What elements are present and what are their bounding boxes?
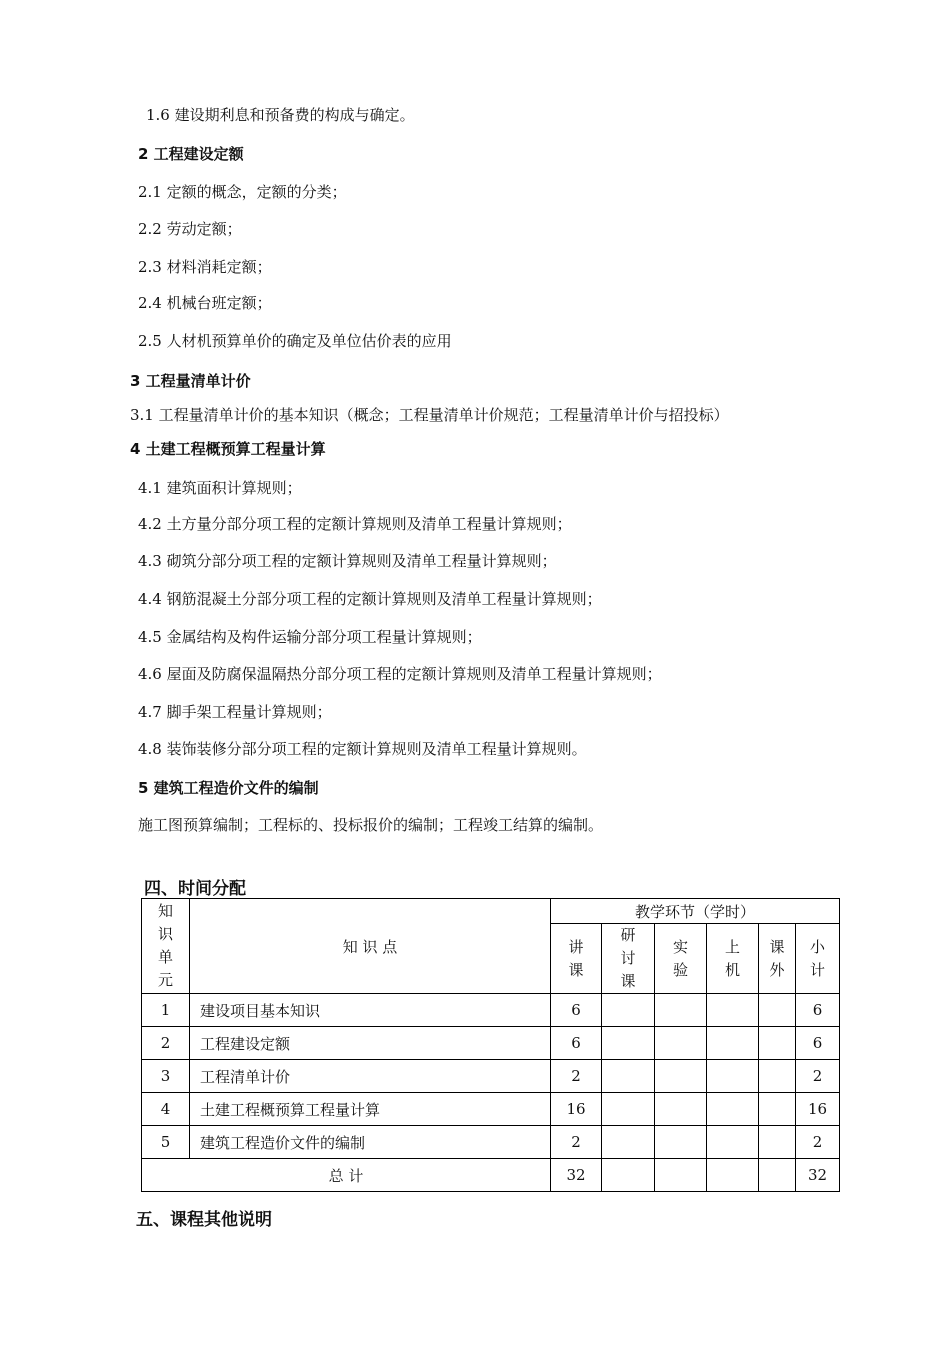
- table-row: [142, 1093, 840, 1126]
- total-row: [142, 1159, 840, 1192]
- outline-item: 4.6 屋面及防腐保温隔热分部分项工程的定额计算规则及清单工程量计算规则；: [138, 665, 662, 683]
- outline-heading: 5 建筑工程造价文件的编制: [138, 779, 319, 797]
- outline-item: 1.6 建设期利息和预备费的构成与确定。: [146, 106, 415, 124]
- hours-cell: [759, 1027, 796, 1060]
- hours-cell: 2: [551, 1126, 602, 1159]
- table-row: [142, 1027, 840, 1060]
- outline-item: 4.8 装饰装修分部分项工程的定额计算规则及清单工程量计算规则。: [138, 740, 587, 758]
- hours-cell: [759, 1093, 796, 1126]
- hours-cell: [707, 1060, 759, 1093]
- subheader-cell: [796, 924, 840, 994]
- outline-heading: 4 土建工程概预算工程量计算: [130, 440, 326, 458]
- topic-cell: 建筑工程造价文件的编制: [190, 1126, 551, 1159]
- header-unit-char: 识: [157, 925, 173, 943]
- total-hours-cell: [602, 1159, 655, 1192]
- subheader-cell: [759, 924, 796, 994]
- total-hours-cell: 32: [551, 1159, 602, 1192]
- subheader-char: 课: [769, 937, 785, 956]
- subheader-char: 实: [672, 937, 688, 956]
- header-unit-char: 元: [157, 971, 173, 989]
- outline-item: 4.2 土方量分部分项工程的定额计算规则及清单工程量计算规则；: [138, 515, 572, 533]
- subheader-char: 讲: [568, 937, 584, 956]
- hours-cell: [707, 1126, 759, 1159]
- unit-number-cell: 1: [142, 994, 190, 1027]
- outline-item: 2.5 人材机预算单价的确定及单位估价表的应用: [138, 332, 452, 350]
- subheader-cell: [655, 924, 707, 994]
- hours-cell: [707, 1027, 759, 1060]
- hours-cell: [602, 1060, 655, 1093]
- hours-cell: 16: [551, 1093, 602, 1126]
- total-hours-cell: [759, 1159, 796, 1192]
- hours-cell: [655, 1027, 707, 1060]
- hours-cell: 6: [796, 994, 840, 1027]
- hours-cell: [759, 1060, 796, 1093]
- unit-number-cell: 4: [142, 1093, 190, 1126]
- outline-item: 4.3 砌筑分部分项工程的定额计算规则及清单工程量计算规则；: [138, 552, 557, 570]
- hours-cell: [707, 994, 759, 1027]
- outline-item: 3.1 工程量清单计价的基本知识（概念；工程量清单计价规范；工程量清单计价与招投标）: [130, 406, 729, 424]
- outline-item: 2.4 机械台班定额；: [138, 294, 272, 312]
- outline-item: 施工图预算编制；工程标的、投标报价的编制；工程竣工结算的编制。: [138, 816, 604, 834]
- outline-item: 4.1 建筑面积计算规则；: [138, 479, 302, 497]
- hours-cell: [602, 1093, 655, 1126]
- total-label-cell: 总 计: [142, 1159, 551, 1192]
- hours-cell: [655, 1060, 707, 1093]
- subheader-char: 机: [724, 960, 740, 979]
- total-hours-cell: [707, 1159, 759, 1192]
- time-allocation-table: [141, 898, 840, 1192]
- subheader-char: 小: [810, 937, 826, 956]
- outline-item: 2.3 材料消耗定额；: [138, 258, 272, 276]
- unit-number-cell: 3: [142, 1060, 190, 1093]
- topic-cell: 土建工程概预算工程量计算: [190, 1093, 551, 1126]
- hours-cell: [759, 1126, 796, 1159]
- hours-cell: 6: [551, 1027, 602, 1060]
- subheader-char: 研: [620, 926, 636, 944]
- header-knowledge-unit: [142, 899, 190, 994]
- hours-cell: [759, 994, 796, 1027]
- header-teaching-segments: 教学环节（学时）: [551, 899, 840, 924]
- topic-cell: 工程清单计价: [190, 1060, 551, 1093]
- subheader-cell: [602, 924, 655, 994]
- total-hours-cell: 32: [796, 1159, 840, 1192]
- subheader-cell: [707, 924, 759, 994]
- subheader-char: 外: [769, 960, 785, 979]
- hours-cell: 6: [551, 994, 602, 1027]
- header-unit-char: 单: [157, 948, 173, 966]
- outline-item: 2.2 劳动定额；: [138, 220, 242, 238]
- hours-cell: [602, 1027, 655, 1060]
- hours-cell: 6: [796, 1027, 840, 1060]
- outline-item: 4.4 钢筋混凝土分部分项工程的定额计算规则及清单工程量计算规则；: [138, 590, 602, 608]
- hours-cell: [707, 1093, 759, 1126]
- outline-item: 2.1 定额的概念，定额的分类；: [138, 183, 347, 201]
- header-unit-char: 知: [157, 902, 173, 920]
- hours-cell: 2: [551, 1060, 602, 1093]
- section-title-time-allocation: 四、时间分配: [144, 879, 246, 899]
- header-knowledge-point: 知 识 点: [190, 899, 551, 994]
- outline-heading: 2 工程建设定额: [138, 145, 244, 163]
- unit-number-cell: 5: [142, 1126, 190, 1159]
- hours-cell: [602, 994, 655, 1027]
- outline-heading: 3 工程量清单计价: [130, 372, 251, 390]
- hours-cell: [655, 1126, 707, 1159]
- table-row: [142, 1126, 840, 1159]
- table-row: [142, 994, 840, 1027]
- hours-cell: 16: [796, 1093, 840, 1126]
- section-title-other-notes: 五、课程其他说明: [136, 1210, 272, 1230]
- subheader-char: 课: [620, 972, 636, 990]
- outline-item: 4.5 金属结构及构件运输分部分项工程量计算规则；: [138, 628, 482, 646]
- subheader-char: 验: [672, 960, 688, 979]
- outline-item: 4.7 脚手架工程量计算规则；: [138, 703, 332, 721]
- hours-cell: 2: [796, 1060, 840, 1093]
- subheader-char: 计: [810, 960, 826, 979]
- subheader-char: 上: [724, 937, 740, 956]
- hours-cell: [655, 994, 707, 1027]
- topic-cell: 工程建设定额: [190, 1027, 551, 1060]
- hours-cell: [655, 1093, 707, 1126]
- hours-cell: 2: [796, 1126, 840, 1159]
- table-row: [142, 1060, 840, 1093]
- subheader-char: 课: [568, 960, 584, 979]
- subheader-char: 讨: [620, 949, 636, 967]
- topic-cell: 建设项目基本知识: [190, 994, 551, 1027]
- subheader-cell: [551, 924, 602, 994]
- total-hours-cell: [655, 1159, 707, 1192]
- hours-cell: [602, 1126, 655, 1159]
- unit-number-cell: 2: [142, 1027, 190, 1060]
